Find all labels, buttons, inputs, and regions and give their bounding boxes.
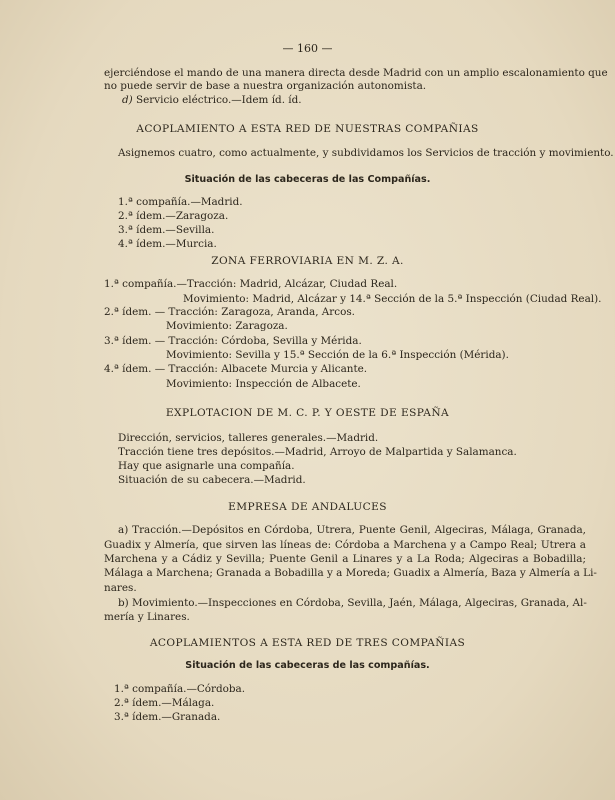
section-heading-3: EXPLOTACION DE M. C. P. Y OESTE DE ESPAÑA <box>165 407 450 419</box>
andaluces-line: a) Tracción.—Depósitos en Córdoba, Utrera, Puente Genil, Algeciras, Málaga, Granada, <box>118 524 586 536</box>
list-item: 1.ª compañía.—Córdoba. <box>114 683 246 695</box>
item-d-letter: d) <box>122 94 133 106</box>
zone-line: Movimiento: Sevilla y 15.ª Sección de la 6.ª Inspección (Mérida). <box>166 349 509 361</box>
list-item: 1.ª compañía.—Madrid. <box>118 196 243 208</box>
page-number: — 160 — <box>282 42 333 55</box>
item-d-text: Servicio eléctrico.—Idem íd. íd. <box>136 94 302 106</box>
andaluces-line: mería y Linares. <box>104 611 190 623</box>
zone-line: 4.ª ídem. — Tracción: Albacete Murcia y Alicante. <box>104 363 368 375</box>
section-heading-2: ZONA FERROVIARIA EN M. Z. A. <box>211 255 404 267</box>
item-d <box>122 94 302 107</box>
andaluces-line: Málaga a Marchena; Granada a Bobadilla y a Moreda; Guadix a Almería, Baza y Almería a Li- <box>104 567 597 579</box>
zone-line: 1.ª compañía.—Tracción: Madrid, Alcázar, Ciudad Real. <box>104 278 398 290</box>
list-item: 4.ª ídem.—Murcia. <box>118 238 217 250</box>
section-heading-4: EMPRESA DE ANDALUCES <box>228 501 387 513</box>
list-item: 3.ª ídem.—Granada. <box>114 711 221 723</box>
exploitation-line: Tracción tiene tres depósitos.—Madrid, Arroyo de Malpartida y Salamanca. <box>118 446 517 458</box>
section-5-subheading: Situación de las cabeceras de las compañías. <box>185 660 430 671</box>
exploitation-line: Situación de su cabecera.—Madrid. <box>118 474 306 486</box>
intro-line-2: no puede servir de base a nuestra organización autonomista. <box>104 80 427 92</box>
section-1-subheading: Situación de las cabeceras de las Compañías. <box>184 174 431 185</box>
andaluces-line: Marchena y a Cádiz y Sevilla; Puente Genil a Linares y a La Roda; Algeciras a Bobadilla; <box>104 553 586 565</box>
intro-line-1: ejerciéndose el mando de una manera directa desde Madrid con un amplio escalonamiento que <box>104 67 608 79</box>
zone-line: Movimiento: Zaragoza. <box>166 320 288 332</box>
list-item: 2.ª ídem.—Zaragoza. <box>118 210 229 222</box>
zone-line: Movimiento: Inspección de Albacete. <box>166 378 361 390</box>
section-1-paragraph: Asignemos cuatro, como actualmente, y subdividamos los Servicios de tracción y movimiento. <box>118 147 614 159</box>
exploitation-line: Hay que asignarle una compañía. <box>118 460 295 472</box>
zone-line: Movimiento: Madrid, Alcázar y 14.ª Sección de la 5.ª Inspección (Ciudad Real). <box>183 293 602 305</box>
andaluces-line: Guadix y Almería, que sirven las líneas de: Córdoba a Marchena y a Campo Real; Utrera a <box>104 539 586 551</box>
list-item: 3.ª ídem.—Sevilla. <box>118 224 215 236</box>
section-heading-1: ACOPLAMIENTO A ESTA RED DE NUESTRAS COMPAÑIAS <box>136 123 479 135</box>
andaluces-line: b) Movimiento.—Inspecciones en Córdoba, Sevilla, Jaén, Málaga, Algeciras, Granada, Al- <box>118 597 587 609</box>
andaluces-line: nares. <box>104 582 137 594</box>
exploitation-line: Dirección, servicios, talleres generales.—Madrid. <box>118 432 379 444</box>
zone-line: 2.ª ídem. — Tracción: Zaragoza, Aranda, Arcos. <box>104 306 355 318</box>
zone-line: 3.ª ídem. — Tracción: Córdoba, Sevilla y Mérida. <box>104 335 362 347</box>
section-heading-5: ACOPLAMIENTOS A ESTA RED DE TRES COMPAÑIAS <box>149 637 466 649</box>
list-item: 2.ª ídem.—Málaga. <box>114 697 215 709</box>
